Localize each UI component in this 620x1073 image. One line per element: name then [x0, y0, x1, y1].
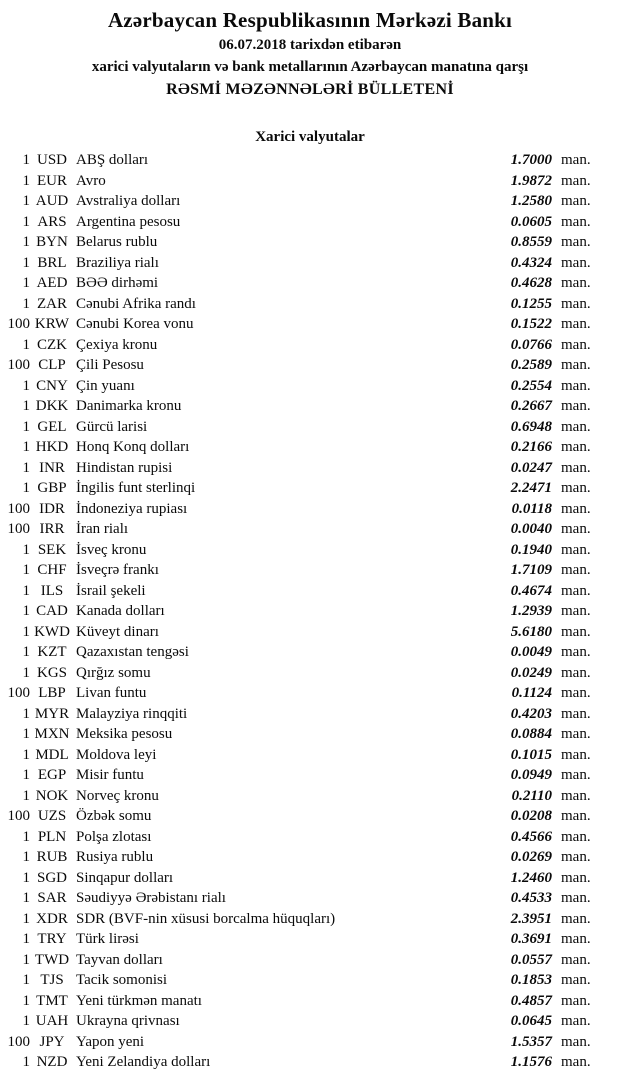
quantity: 1: [22, 644, 30, 660]
currency-row: [0, 355, 620, 376]
unit-label: man.: [561, 234, 591, 250]
rate-value: 0.2554: [510, 377, 552, 394]
rate-value: 0.4203: [510, 705, 552, 722]
currency-name: Səudiyyə Ərəbistanı rialı: [76, 890, 226, 906]
currency-name: Belarus rublu: [76, 234, 158, 250]
unit-label: man.: [561, 172, 591, 189]
currency-code: SEK: [37, 541, 67, 558]
currency-name: Cənubi Korea vonu: [76, 316, 194, 332]
currency-name: Çexiya kronu: [76, 336, 158, 353]
currency-code: NOK: [35, 787, 69, 804]
currency-name: Honq Konq dolları: [76, 439, 190, 455]
rate-value: 1.7109: [510, 562, 552, 578]
currency-row: [0, 786, 620, 807]
currency-name: Gürcü larisi: [76, 418, 148, 435]
unit-label: man.: [561, 992, 591, 1009]
unit-label: man.: [561, 213, 591, 230]
unit-label: man.: [561, 439, 591, 455]
rate-value: 0.8559: [510, 234, 552, 250]
unit-label: man.: [561, 767, 591, 783]
currency-row: [0, 970, 620, 991]
currency-row: [0, 909, 620, 930]
currency-row: [0, 212, 620, 233]
quantity: 1: [22, 193, 30, 209]
rate-value: 0.3691: [510, 931, 552, 947]
currency-name: Kanada dolları: [76, 603, 165, 619]
currency-row: [0, 376, 620, 397]
rate-value: 0.4533: [510, 890, 552, 906]
currency-code: ZAR: [37, 295, 67, 312]
currency-row: [0, 171, 620, 192]
quantity: 100: [7, 500, 30, 517]
currency-row: [0, 478, 620, 499]
rate-value: 0.0949: [510, 767, 552, 783]
quantity: 100: [7, 1033, 30, 1050]
unit-label: man.: [561, 603, 591, 619]
currency-name: Hindistan rupisi: [76, 459, 173, 476]
unit-label: man.: [561, 459, 591, 476]
currency-row: [0, 335, 620, 356]
quantity: 100: [7, 316, 30, 332]
currency-code: PLN: [37, 828, 67, 845]
currency-row: [0, 601, 620, 622]
currency-row: [0, 806, 620, 827]
currency-name: Meksika pesosu: [76, 726, 173, 742]
currency-code: CLP: [38, 357, 66, 373]
quantity: 1: [22, 234, 30, 250]
currency-code: EGP: [37, 767, 67, 783]
currency-code: KWD: [34, 623, 70, 640]
quantity: 1: [22, 931, 30, 947]
currency-row: [0, 724, 620, 745]
currency-name: BƏƏ dirhəmi: [76, 275, 159, 291]
quantity: 100: [7, 521, 30, 537]
rate-value: 0.2589: [510, 357, 552, 373]
currency-rates-table: [0, 150, 620, 1073]
currency-code: TJS: [40, 972, 64, 988]
currency-name: Sinqapur dolları: [76, 869, 174, 886]
currency-code: USD: [36, 152, 67, 168]
quantity: 1: [22, 398, 30, 414]
unit-label: man.: [561, 685, 591, 701]
rate-value: 0.0040: [510, 521, 552, 537]
currency-name: Argentina pesosu: [76, 213, 181, 230]
currency-name: Yapon yeni: [76, 1033, 145, 1050]
currency-row: [0, 888, 620, 909]
rate-value: 2.2471: [510, 480, 552, 496]
currency-row: [0, 499, 620, 520]
bulletin-title: RƏSMİ MƏZƏNNƏLƏRİ BÜLLETENİ: [166, 81, 454, 98]
rate-value: 0.2166: [510, 439, 552, 455]
unit-label: man.: [561, 562, 591, 578]
rate-value: 0.6948: [510, 418, 552, 435]
currency-name: İsveçrə frankı: [76, 562, 159, 578]
quantity: 1: [22, 1054, 30, 1070]
currency-name: Malayziya rinqqiti: [76, 705, 188, 722]
quantity: 100: [7, 808, 30, 824]
currency-name: Ukrayna qrivnası: [76, 1013, 180, 1029]
rate-value: 0.1015: [510, 746, 552, 763]
currency-code: TMT: [36, 992, 68, 1009]
currency-name: Rusiya rublu: [76, 849, 154, 865]
quantity: 1: [22, 439, 30, 455]
unit-label: man.: [561, 1013, 591, 1029]
unit-label: man.: [561, 316, 591, 332]
currency-code: AUD: [35, 193, 69, 209]
quantity: 1: [22, 254, 30, 271]
unit-label: man.: [561, 1033, 591, 1050]
currency-code: CNY: [36, 377, 68, 394]
currency-code: ILS: [40, 582, 64, 599]
unit-label: man.: [561, 398, 591, 414]
currency-name: Cənubi Afrika randı: [76, 295, 196, 312]
currency-name: İngilis funt sterlinqi: [76, 480, 196, 496]
unit-label: man.: [561, 910, 591, 927]
rate-value: 0.0208: [510, 808, 552, 824]
currency-name: Küveyt dinarı: [76, 623, 159, 640]
currency-code: BRL: [37, 254, 67, 271]
currency-row: [0, 950, 620, 971]
rate-value: 0.4628: [510, 275, 552, 291]
currency-code: INR: [39, 459, 65, 476]
currency-code: EUR: [37, 172, 67, 189]
effective-date-line: 06.07.2018 tarixdən etibarən: [218, 37, 402, 53]
currency-code: MYR: [34, 705, 70, 722]
quantity: 1: [22, 828, 30, 845]
unit-label: man.: [561, 357, 591, 373]
quantity: 1: [22, 377, 30, 394]
unit-label: man.: [561, 664, 591, 681]
unit-label: man.: [561, 623, 591, 640]
quantity: 1: [22, 1013, 30, 1029]
currency-code: CAD: [36, 603, 68, 619]
unit-label: man.: [561, 726, 591, 742]
unit-label: man.: [561, 849, 591, 865]
unit-label: man.: [561, 275, 591, 291]
quantity: 100: [7, 685, 30, 701]
rate-value: 1.1576: [510, 1054, 552, 1070]
quantity: 1: [22, 603, 30, 619]
quantity: 1: [22, 910, 30, 927]
rate-value: 1.5357: [510, 1033, 552, 1050]
currency-name: ABŞ dolları: [76, 152, 149, 168]
currency-name: Yeni türkmən manatı: [76, 992, 202, 1009]
currency-row: [0, 991, 620, 1012]
quantity: 1: [22, 336, 30, 353]
quantity: 1: [22, 869, 30, 886]
currency-row: [0, 273, 620, 294]
currency-row: [0, 191, 620, 212]
rate-value: 1.2580: [510, 193, 552, 209]
rate-value: 0.1940: [510, 541, 552, 558]
currency-row: [0, 417, 620, 438]
unit-label: man.: [561, 193, 591, 209]
currency-code: XDR: [36, 910, 68, 927]
currency-code: SGD: [36, 869, 67, 886]
currency-row: [0, 1011, 620, 1032]
rate-value: 0.0269: [510, 849, 552, 865]
bank-title: Azərbaycan Respublikasının Mərkəzi Bankı: [107, 8, 513, 32]
currency-code: ARS: [37, 213, 67, 230]
quantity: 1: [22, 213, 30, 230]
quantity: 1: [22, 767, 30, 783]
currency-row: [0, 232, 620, 253]
quantity: 1: [22, 172, 30, 189]
rate-value: 0.4566: [510, 828, 552, 845]
rate-value: 0.2667: [510, 398, 552, 414]
unit-label: man.: [561, 869, 591, 886]
currency-row: [0, 540, 620, 561]
quantity: 1: [22, 664, 30, 681]
currency-code: IDR: [39, 500, 65, 517]
rate-value: 0.1255: [510, 295, 552, 312]
quantity: 1: [22, 972, 30, 988]
currency-row: [0, 150, 620, 171]
quantity: 1: [22, 890, 30, 906]
currency-code: RUB: [36, 849, 68, 865]
unit-label: man.: [561, 254, 591, 271]
rate-value: 0.4857: [510, 992, 552, 1009]
rate-value: 5.6180: [510, 623, 552, 640]
quantity: 1: [22, 623, 30, 640]
rate-value: 0.4674: [510, 582, 552, 599]
rate-value: 1.7000: [510, 152, 552, 168]
currency-row: [0, 929, 620, 950]
unit-label: man.: [561, 1054, 591, 1070]
quantity: 1: [22, 849, 30, 865]
currency-row: [0, 704, 620, 725]
quantity: 1: [22, 951, 30, 968]
currency-code: DKK: [35, 398, 69, 414]
unit-label: man.: [561, 828, 591, 845]
currency-code: UAH: [35, 1013, 69, 1029]
unit-label: man.: [561, 480, 591, 496]
currency-row: [0, 847, 620, 868]
currency-name: İndoneziya rupiası: [76, 500, 188, 517]
currency-row: [0, 519, 620, 540]
quantity: 1: [22, 541, 30, 558]
currency-code: JPY: [39, 1033, 65, 1050]
currency-code: CHF: [37, 562, 67, 578]
rate-value: 0.1853: [510, 972, 552, 988]
currency-name: Avstraliya dolları: [76, 193, 181, 209]
unit-label: man.: [561, 336, 591, 353]
quantity: 1: [22, 275, 30, 291]
unit-label: man.: [561, 521, 591, 537]
rate-value: 0.2110: [511, 787, 552, 804]
currency-row: [0, 314, 620, 335]
currency-row: [0, 396, 620, 417]
rate-value: 0.0884: [510, 726, 552, 742]
currency-name: İran rialı: [76, 521, 129, 537]
unit-label: man.: [561, 951, 591, 968]
currency-name: Moldova leyi: [76, 746, 157, 763]
currency-name: Norveç kronu: [76, 787, 159, 804]
unit-label: man.: [561, 746, 591, 763]
rate-value: 0.1522: [510, 316, 552, 332]
document-header: [0, 0, 620, 100]
currency-row: [0, 458, 620, 479]
rate-value: 0.0049: [510, 644, 552, 660]
section-title-foreign-currencies: Xarici valyutalar: [255, 129, 365, 145]
quantity: 1: [22, 152, 30, 168]
quantity: 1: [22, 295, 30, 312]
currency-name: Yeni Zelandiya dolları: [76, 1054, 211, 1070]
unit-label: man.: [561, 541, 591, 558]
currency-code: IRR: [39, 521, 65, 537]
currency-code: SAR: [37, 890, 67, 906]
quantity: 1: [22, 480, 30, 496]
currency-code: KGS: [36, 664, 67, 681]
currency-code: KRW: [34, 316, 70, 332]
quantity: 1: [22, 992, 30, 1009]
rate-value: 0.0557: [510, 951, 552, 968]
currency-row: [0, 294, 620, 315]
currency-code: CZK: [37, 336, 67, 353]
unit-label: man.: [561, 705, 591, 722]
currency-name: İsveç kronu: [76, 541, 147, 558]
currency-name: Avro: [76, 172, 106, 189]
currency-name: Çili Pesosu: [76, 357, 144, 373]
rate-value: 1.2939: [510, 603, 552, 619]
currency-code: NZD: [36, 1054, 68, 1070]
rate-value: 0.0605: [510, 213, 552, 230]
quantity: 1: [22, 582, 30, 599]
currency-name: Danimarka kronu: [76, 398, 182, 414]
currency-name: İsrail şekeli: [76, 582, 146, 599]
currency-name: Qırğız somu: [76, 664, 151, 681]
currency-code: UZS: [37, 808, 67, 824]
currency-row: [0, 765, 620, 786]
currency-name: Qazaxıstan tengəsi: [76, 644, 189, 660]
rate-value: 1.2460: [510, 869, 552, 886]
quantity: 1: [22, 562, 30, 578]
currency-name: Özbək somu: [76, 808, 152, 824]
currency-row: [0, 1032, 620, 1053]
currency-row: [0, 1052, 620, 1073]
quantity: 1: [22, 418, 30, 435]
currency-name: Çin yuanı: [76, 377, 135, 394]
quantity: 1: [22, 705, 30, 722]
currency-row: [0, 745, 620, 766]
unit-label: man.: [561, 582, 591, 599]
currency-name: Tayvan dolları: [76, 951, 163, 968]
unit-label: man.: [561, 152, 591, 168]
currency-code: MXN: [34, 726, 70, 742]
quantity: 100: [7, 357, 30, 373]
currency-code: MDL: [35, 746, 69, 763]
currency-row: [0, 827, 620, 848]
rate-value: 0.0766: [510, 336, 552, 353]
currency-row: [0, 663, 620, 684]
rate-value: 1.9872: [510, 172, 552, 189]
currency-name: Braziliya rialı: [76, 254, 159, 271]
rate-value: 0.4324: [510, 254, 552, 271]
quantity: 1: [22, 787, 30, 804]
currency-code: HKD: [35, 439, 69, 455]
currency-name: Türk lirəsi: [76, 931, 139, 947]
currency-code: LBP: [38, 685, 66, 701]
rate-value: 0.1124: [511, 685, 552, 701]
unit-label: man.: [561, 787, 591, 804]
quantity: 1: [22, 746, 30, 763]
document-subtitle: xarici valyutaların və bank metallarının Azərbaycan manatına qarşı: [91, 59, 529, 75]
unit-label: man.: [561, 295, 591, 312]
currency-code: GBP: [37, 480, 67, 496]
currency-code: BYN: [36, 234, 68, 250]
currency-name: Misir funtu: [76, 767, 144, 783]
currency-name: Livan funtu: [76, 685, 147, 701]
currency-row: [0, 622, 620, 643]
currency-row: [0, 437, 620, 458]
unit-label: man.: [561, 972, 591, 988]
currency-row: [0, 581, 620, 602]
currency-code: TRY: [37, 931, 67, 947]
currency-row: [0, 642, 620, 663]
unit-label: man.: [561, 931, 591, 947]
currency-row: [0, 560, 620, 581]
unit-label: man.: [561, 500, 591, 517]
rate-value: 2.3951: [510, 910, 552, 927]
rate-value: 0.0247: [510, 459, 552, 476]
currency-row: [0, 683, 620, 704]
currency-code: TWD: [34, 951, 70, 968]
rate-value: 0.0249: [510, 664, 552, 681]
quantity: 1: [22, 726, 30, 742]
unit-label: man.: [561, 418, 591, 435]
currency-code: KZT: [37, 644, 67, 660]
unit-label: man.: [561, 890, 591, 906]
unit-label: man.: [561, 377, 591, 394]
rate-value: 0.0645: [510, 1013, 552, 1029]
currency-row: [0, 253, 620, 274]
currency-code: AED: [36, 275, 68, 291]
currency-row: [0, 868, 620, 889]
currency-name: SDR (BVF-nin xüsusi borcalma hüquqları): [76, 910, 336, 927]
rate-value: 0.0118: [511, 500, 552, 517]
quantity: 1: [22, 459, 30, 476]
currency-name: Polşa zlotası: [76, 828, 152, 845]
unit-label: man.: [561, 644, 591, 660]
currency-code: GEL: [37, 418, 67, 435]
currency-name: Tacik somonisi: [76, 972, 168, 988]
unit-label: man.: [561, 808, 591, 824]
